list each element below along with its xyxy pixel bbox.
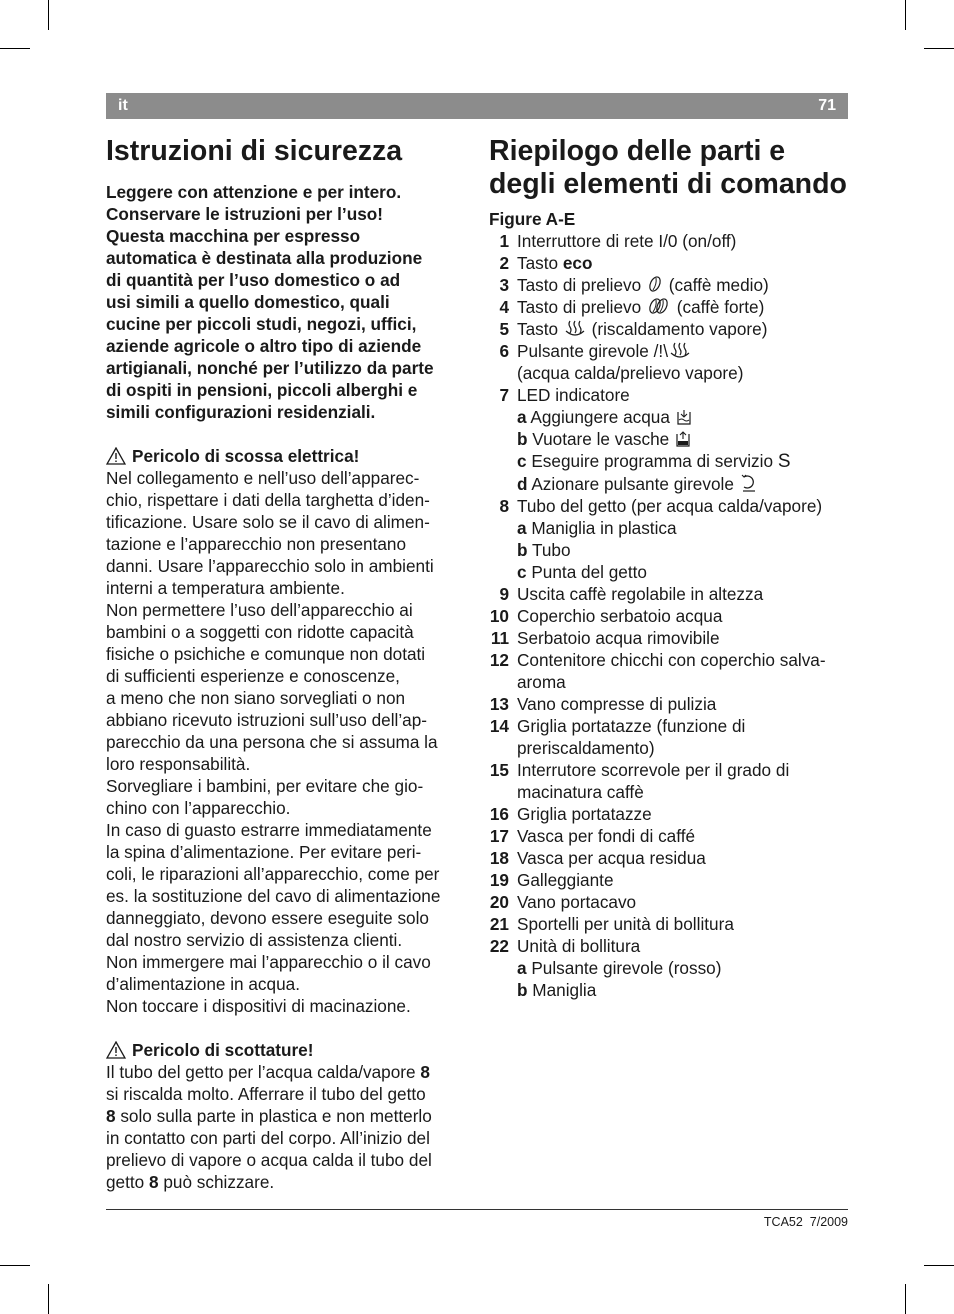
list-item: 6 Pulsante girevole /!\ (acqua calda/prelievo vapore) (499, 341, 744, 383)
body-line: Non toccare i dispositivi di macinazione. (106, 996, 411, 1016)
intro-line: aziende agricole o altro tipo di aziende (106, 336, 422, 356)
intro-line: simili configurazioni residenziali. (106, 402, 376, 422)
sub-item: b Vuotare le vasche (517, 428, 851, 450)
warning-electric-heading (106, 445, 468, 467)
warning-electric-label: Pericolo di scossa elettrica! (132, 446, 360, 466)
list-item: 18 Vasca per acqua residua (489, 848, 706, 868)
body-line: Sorvegliare i bambini, per evitare che gio- (106, 776, 424, 796)
warning-burn-heading (106, 1039, 468, 1061)
rotary-knob-icon (741, 474, 757, 492)
page-header (106, 93, 848, 119)
body-line: bambini o a soggetti con ridotte capacità (106, 622, 414, 642)
crop-mark (48, 0, 49, 30)
parts-column (489, 135, 851, 1001)
body-line: dal nostro servizio di assistenza clienti. (106, 930, 403, 950)
body-line: Non immergere mai l’apparecchio o il cavo (106, 952, 431, 972)
intro-line: automatica è destinata alla produzione (106, 248, 423, 268)
list-item: 16 Griglia portatazze (489, 804, 652, 824)
body-line: tificazione. Usare solo se il cavo di alimen- (106, 512, 430, 532)
page-footer (764, 1215, 848, 1229)
list-item: 20 Vano portacavo (489, 892, 637, 912)
intro-line: cucine per piccoli studi, negozi, uffici, (106, 314, 417, 334)
parts-title: Riepilogo delle parti e degli elementi di comando (489, 135, 847, 200)
body-line: es. la sostituzione del cavo di alimentazione (106, 886, 441, 906)
service-symbol: S (777, 451, 791, 472)
list-item: 13 Vano compresse di pulizia (489, 694, 717, 714)
safety-title: Istruzioni di sicurezza (106, 135, 403, 167)
sub-item: c Punta del getto (517, 562, 647, 582)
edition-date: 7/2009 (809, 1215, 848, 1229)
list-item: 19 Galleggiante (489, 870, 614, 890)
body-line: chino con l’apparecchio. (106, 798, 291, 818)
intro-line: Leggere con attenzione e per intero. (106, 182, 402, 202)
body-line: si riscalda molto. Afferrare il tubo del getto (106, 1084, 426, 1104)
language-code: it (118, 97, 128, 114)
list-item: 17 Vasca per fondi di caffé (489, 826, 696, 846)
body-line: abbiano ricevuto istruzioni sull’uso dell’ap- (106, 710, 428, 730)
body-line: getto 8 può schizzare. (106, 1172, 275, 1192)
safety-intro (106, 181, 468, 423)
body-line: danni. Usare l’apparecchio solo in ambienti (106, 556, 434, 576)
body-line: la spina d’alimentazione. Per evitare peri- (106, 842, 422, 862)
intro-line: Questa macchina per espresso (106, 226, 361, 246)
sub-item: c Eseguire programma di servizio S (517, 451, 791, 472)
list-item: 22 Unità di bollitura (489, 936, 641, 956)
rotary-symbol: /!\ (653, 341, 668, 361)
crop-mark (0, 1265, 30, 1266)
body-line: interni a temperatura ambiente. (106, 578, 345, 598)
list-item: 15 Interrutore scorrevole per il grado di macinatura caffè (489, 760, 790, 802)
crop-mark (48, 1284, 49, 1314)
list-item: 1 Interruttore di rete I/0 (on/off) (499, 231, 737, 251)
body-line: Non permettere l’uso dell’apparecchio ai (106, 600, 413, 620)
list-item: 5 Tasto (riscaldamento vapore) (499, 319, 768, 339)
intro-line: artigianali, nonché per l’utilizzo da parte (106, 358, 434, 378)
list-item: 2 Tasto eco (499, 253, 593, 273)
body-line: prelievo di vapore o acqua calda il tubo del (106, 1150, 432, 1170)
warning-triangle-icon (106, 447, 126, 465)
intro-line: di ospiti in pensioni, piccoli alberghi e (106, 380, 418, 400)
body-line: fisiche o psichiche e comunque non dotati (106, 644, 426, 664)
crop-mark (924, 1265, 954, 1266)
sub-item: a Aggiungere acqua (517, 406, 851, 428)
coffee-bean-icon (648, 275, 662, 293)
figure-label: Figure A-E (489, 209, 576, 229)
sub-item: a Maniglia in plastica (517, 518, 677, 538)
body-line: Nel collegamento e nell’uso dell’apparec- (106, 468, 420, 488)
list-item: 12 Contenitore chicchi con coperchio salva- aroma (489, 650, 826, 692)
crop-mark (924, 48, 954, 49)
footer-rule (106, 1209, 848, 1210)
body-line: 8 solo sulla parte in plastica e non metterlo (106, 1106, 432, 1126)
intro-line: di quantità per l’uso domestico o ad (106, 270, 401, 290)
list-item: 21 Sportelli per unità di bollitura (489, 914, 734, 934)
intro-line: Conservare le istruzioni per l’uso! (106, 204, 383, 224)
page-number: 71 (818, 97, 836, 114)
body-line: danneggiato, devono essere eseguite solo (106, 908, 429, 928)
list-item: 9 Uscita caffè regolabile in altezza (499, 584, 764, 604)
body-line: loro responsabilità. (106, 754, 251, 774)
body-line: chio, rispettare i dati della targhetta d’iden- (106, 490, 430, 510)
list-item: 10 Coperchio serbatoio acqua (489, 606, 723, 626)
body-line: a meno che non siano sorvegliati o non (106, 688, 406, 708)
body-line: In caso di guasto estrarre immediatamente (106, 820, 432, 840)
body-line: in contatto con parti del corpo. All’inizio del (106, 1128, 430, 1148)
body-line: coli, le riparazioni all’apparecchio, come per (106, 864, 440, 884)
sub-item: b Maniglia (517, 980, 597, 1000)
safety-column (106, 135, 468, 1193)
list-item: 7 LED indicatore (499, 385, 630, 405)
sub-item: d Azionare pulsante girevole (517, 473, 851, 495)
sub-item: a Pulsante girevole (rosso) (517, 958, 722, 978)
warning-triangle-icon (106, 1041, 126, 1059)
model-code: TCA52 (763, 1215, 803, 1229)
body-line: tazione e l’apparecchio non presentano (106, 534, 407, 554)
body-line: Il tubo del getto per l’acqua calda/vapore 8 (106, 1062, 430, 1082)
warning-burn-label: Pericolo di scottature! (132, 1040, 314, 1060)
body-line: parecchio da una persona che si assuma la (106, 732, 438, 752)
warning-burn-body (106, 1061, 468, 1193)
list-item: 8 Tubo del getto (per acqua calda/vapore) (499, 496, 823, 516)
body-line: d’alimentazione in acqua. (106, 974, 300, 994)
steam-icon (670, 341, 690, 359)
steam-icon (565, 319, 585, 337)
crop-mark (905, 1284, 906, 1314)
double-coffee-bean-icon (648, 297, 670, 315)
list-item: 3 Tasto di prelievo (caffè medio) (499, 275, 769, 295)
empty-trays-icon (676, 431, 690, 447)
list-item: 11 Serbatoio acqua rimovibile (490, 628, 720, 648)
list-item: 14 Griglia portatazze (funzione di preriscaldamento) (489, 716, 746, 758)
intro-line: usi simili a quello domestico, quali (106, 292, 390, 312)
warning-electric-body (106, 467, 468, 1017)
water-tank-icon (677, 409, 691, 425)
sub-item: b Tubo (517, 540, 571, 560)
body-line: di sufficienti esperienze e conoscenze, (106, 666, 400, 686)
crop-mark (0, 48, 30, 49)
crop-mark (905, 0, 906, 30)
list-item: 4 Tasto di prelievo (caffè forte) (499, 297, 765, 317)
